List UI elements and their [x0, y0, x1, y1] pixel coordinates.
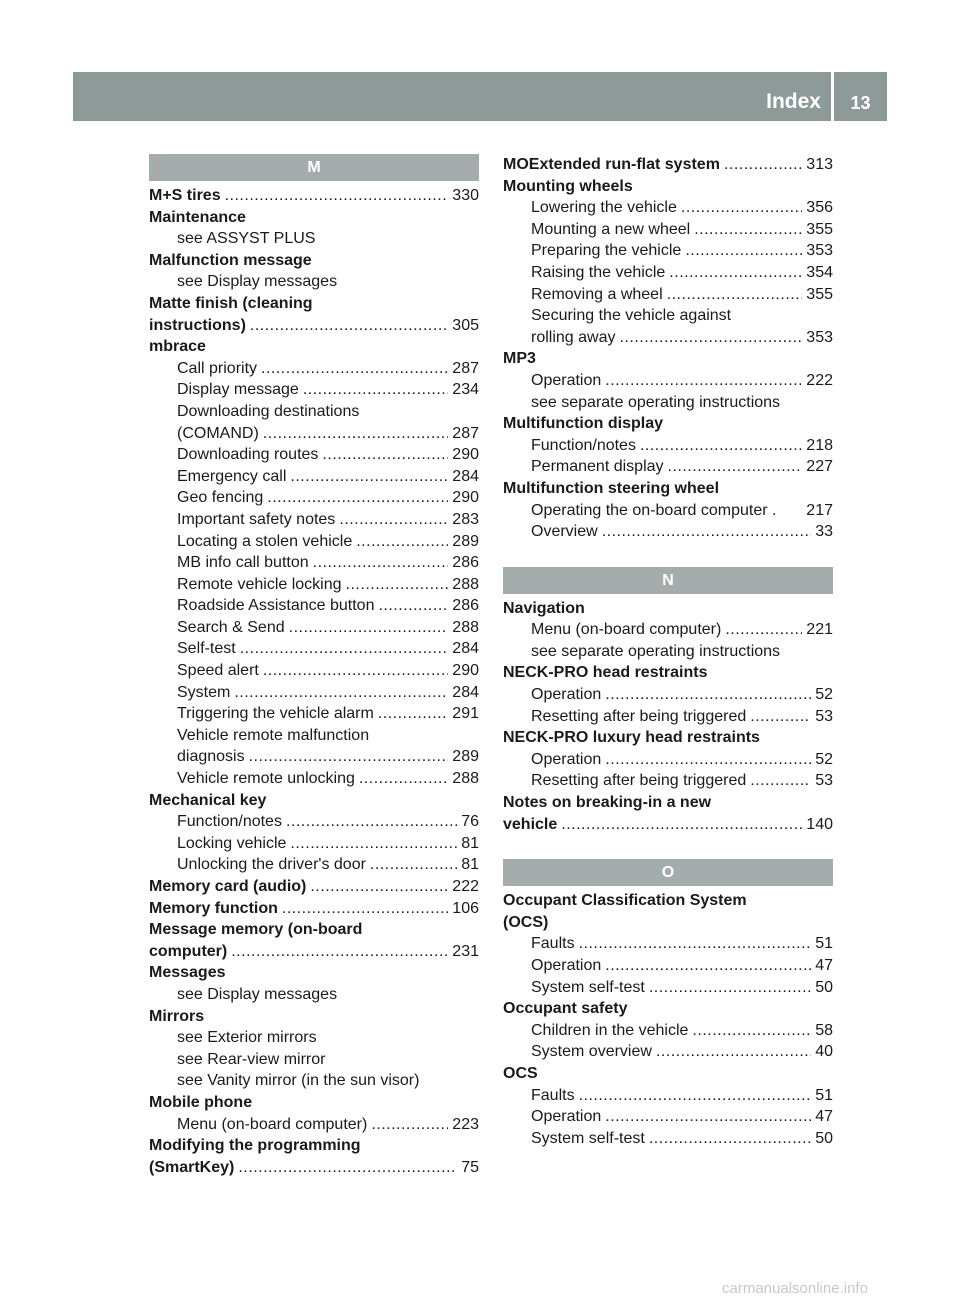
index-entry [503, 154, 833, 176]
entry-page-number: 283 [452, 510, 479, 528]
entry-label: Speed alert [177, 662, 259, 680]
dot-leader [250, 315, 448, 337]
index-subentry [149, 574, 479, 596]
index-subentry [149, 552, 479, 574]
dot-leader [289, 617, 449, 639]
dot-leader [346, 574, 449, 596]
dot-leader [282, 898, 448, 920]
entry-page-number: 353 [806, 328, 833, 346]
index-heading: OCS [503, 1064, 538, 1082]
index-subentry [149, 854, 479, 876]
index-entry [503, 814, 833, 836]
index-subentry [503, 933, 833, 955]
entry-page-number: 40 [815, 1043, 833, 1061]
entry-label: System self-test [531, 1129, 645, 1147]
entry-label: System self-test [531, 978, 645, 996]
entry-label: Geo fencing [177, 489, 264, 507]
entry-page-number: 75 [461, 1158, 479, 1176]
index-heading: Occupant Classification System [503, 892, 747, 910]
dot-leader [356, 531, 448, 553]
index-subentry [503, 370, 833, 392]
index-reference: see Display messages [177, 273, 338, 291]
entry-label: Operation [531, 750, 602, 768]
letter-heading: O [503, 859, 833, 886]
index-subentry [149, 509, 479, 531]
entry-label: Resetting after being triggered [531, 772, 747, 790]
index-subentry [503, 327, 833, 349]
watermark: carmanualsonline.info [722, 1280, 868, 1297]
entry-page-number: 330 [452, 187, 479, 204]
entry-label: (COMAND) [177, 424, 259, 442]
entry-label: System [177, 683, 231, 701]
index-reference: see separate operating instructions [531, 393, 781, 411]
letter-heading: M [149, 154, 479, 181]
index-heading: NECK-PRO luxury head restraints [503, 729, 760, 747]
entry-page-number: 289 [452, 748, 479, 766]
dot-leader [619, 327, 802, 349]
entry-page-number: 51 [815, 935, 833, 953]
entry-label: M+S tires [149, 187, 221, 204]
entry-label: computer) [149, 942, 228, 960]
entry-page-number: 290 [452, 662, 479, 680]
index-subentry [503, 977, 833, 999]
index-subentry [503, 684, 833, 706]
dot-leader [240, 638, 449, 660]
entry-label: Faults [531, 1086, 575, 1104]
dot-leader [605, 1106, 811, 1128]
index-subentry [503, 749, 833, 771]
dot-leader [725, 619, 802, 641]
index-heading: Modifying the programming [149, 1137, 361, 1155]
index-heading: Multifunction steering wheel [503, 479, 720, 497]
entry-page-number: 140 [806, 815, 833, 833]
entry-label: Overview [531, 523, 598, 541]
dot-leader [669, 262, 802, 284]
dot-leader [605, 684, 811, 706]
dot-leader [605, 749, 811, 771]
entry-page-number: 47 [815, 1108, 833, 1126]
entry-page-number: 288 [452, 618, 479, 636]
dot-leader [579, 1085, 812, 1107]
entry-label: Operation [531, 686, 602, 704]
page-number: 13 [850, 93, 871, 113]
entry-label: Triggering the vehicle alarm [177, 705, 374, 723]
entry-label: Self-test [177, 640, 236, 658]
index-subentry [149, 660, 479, 682]
index-heading: MP3 [503, 350, 536, 368]
index-subentry [149, 768, 479, 790]
dot-leader [371, 1114, 448, 1136]
index-subentry [149, 358, 479, 380]
entry-label: Memory function [149, 899, 278, 917]
index-entry [149, 1157, 479, 1179]
entry-page-number: 50 [815, 978, 833, 996]
dot-leader [685, 240, 802, 262]
entry-page-number: 81 [461, 856, 479, 874]
entry-label: Preparing the vehicle [531, 242, 682, 260]
entry-page-number: 287 [452, 359, 479, 377]
dot-leader [605, 370, 802, 392]
entry-page-number: 355 [806, 220, 833, 238]
index-subentry [503, 955, 833, 977]
dot-leader [724, 154, 802, 176]
index-subentry [149, 703, 479, 725]
dot-leader [339, 509, 448, 531]
index-subentry [149, 638, 479, 660]
dot-leader [359, 768, 448, 790]
index-heading: Navigation [503, 599, 585, 617]
dot-leader [750, 706, 811, 728]
index-heading: Matte finish (cleaning [149, 294, 313, 312]
index-subentry [149, 423, 479, 445]
entry-page-number: 290 [452, 446, 479, 464]
entry-label: Vehicle remote unlocking [177, 770, 355, 788]
entry-label: Memory card (audio) [149, 878, 307, 895]
dot-leader [579, 933, 812, 955]
entry-label: MB info call button [177, 554, 309, 572]
index-heading: Mobile phone [149, 1093, 253, 1111]
entry-label: Removing a wheel [531, 285, 663, 303]
index-heading: (OCS) [503, 913, 549, 931]
entry-page-number: 76 [461, 813, 479, 831]
dot-leader [290, 466, 448, 488]
entry-label: Important safety notes [177, 510, 336, 528]
dot-leader [681, 197, 802, 219]
entry-label: Children in the vehicle [531, 1021, 689, 1039]
dot-leader [378, 703, 448, 725]
index-entry [149, 185, 479, 207]
entry-label: (SmartKey) [149, 1158, 235, 1176]
dot-leader [668, 456, 803, 478]
entry-page-number: 52 [815, 686, 833, 704]
dot-leader [234, 682, 448, 704]
dot-leader [267, 487, 448, 509]
entry-page-number: 289 [452, 532, 479, 550]
index-reference: see Vanity mirror (in the sun visor) [177, 1072, 420, 1090]
entry-label: Resetting after being triggered [531, 707, 747, 725]
entry-page-number: 33 [815, 523, 833, 541]
dot-leader [303, 379, 448, 401]
index-subentry [503, 240, 833, 262]
entry-page-number: 290 [452, 489, 479, 507]
entry-page-number: 354 [806, 263, 833, 281]
index-heading: Messages [149, 964, 226, 982]
index-subentry [503, 521, 833, 543]
entry-page-number: 291 [452, 705, 479, 723]
dot-leader [290, 833, 457, 855]
entry-label: rolling away [531, 328, 616, 346]
entry-label: Operation [531, 371, 602, 389]
index-reference: see Rear-view mirror [177, 1050, 326, 1068]
header-bar [73, 72, 887, 121]
entry-page-number: 221 [806, 621, 833, 639]
entry-page-number: 234 [452, 381, 479, 399]
index-heading: mbrace [149, 338, 206, 356]
dot-leader [692, 1020, 811, 1042]
index-subentry [149, 811, 479, 833]
index-subentry [503, 706, 833, 728]
index-subentry [503, 435, 833, 457]
index-subentry [149, 682, 479, 704]
entry-page-number: 288 [452, 770, 479, 788]
entry-label: Mounting a new wheel [531, 220, 691, 238]
index-subentry [149, 466, 479, 488]
dot-leader [249, 746, 449, 768]
index-subentry [149, 444, 479, 466]
index-reference: see Exterior mirrors [177, 1029, 317, 1047]
entry-page-number: 284 [452, 467, 479, 485]
entry-label: Function/notes [177, 813, 282, 831]
index-heading: Multifunction display [503, 415, 663, 433]
index-subentry [149, 595, 479, 617]
entry-label: Roadside Assistance button [177, 597, 375, 615]
dot-leader [231, 941, 448, 963]
entry-page-number: 58 [815, 1021, 833, 1039]
dot-leader [261, 358, 448, 380]
entry-page-number: 305 [452, 316, 479, 334]
index-heading: Message memory (on-board [149, 921, 363, 939]
letter-heading: N [503, 567, 833, 594]
entry-page-number: 51 [815, 1086, 833, 1104]
entry-page-number: 53 [815, 772, 833, 790]
index-heading: Mounting wheels [503, 177, 633, 195]
index-subentry [149, 617, 479, 639]
index-subentry [503, 1020, 833, 1042]
entry-page-number: 222 [452, 878, 479, 895]
dot-leader [225, 185, 449, 207]
entry-label: MOExtended run-flat system [503, 156, 720, 173]
entry-page-number: 284 [452, 683, 479, 701]
index-subentry [149, 746, 479, 768]
dot-leader [656, 1041, 811, 1063]
index-column-right [503, 154, 833, 1149]
entry-label: Locating a stolen vehicle [177, 532, 353, 550]
index-subentry [149, 487, 479, 509]
entry-label: Faults [531, 935, 575, 953]
entry-label: Lowering the vehicle [531, 199, 677, 217]
dot-leader [694, 219, 802, 241]
index-subentry [503, 284, 833, 306]
dot-leader [310, 876, 448, 898]
entry-page-number: 223 [452, 1115, 479, 1133]
dot-leader [238, 1157, 457, 1179]
index-subentry [503, 219, 833, 241]
entry-page-number: 53 [815, 707, 833, 725]
index-reference: see ASSYST PLUS [177, 230, 316, 248]
entry-page-number: 231 [452, 942, 479, 960]
index-subentry [503, 197, 833, 219]
index-heading: Mechanical key [149, 791, 267, 809]
dot-leader [605, 955, 811, 977]
index-reference: Downloading destinations [177, 402, 360, 420]
entry-label: Remote vehicle locking [177, 575, 342, 593]
index-reference: see Display messages [177, 985, 338, 1003]
dot-leader [263, 660, 448, 682]
entry-label: Permanent display [531, 458, 664, 476]
entry-page-number: 81 [461, 834, 479, 852]
entry-label: Operation [531, 1108, 602, 1126]
index-subentry [503, 262, 833, 284]
index-entry [149, 898, 479, 920]
entry-label: Raising the vehicle [531, 263, 666, 281]
dot-leader [649, 1128, 811, 1150]
entry-label: diagnosis [177, 748, 245, 766]
entry-page-number: 218 [806, 436, 833, 454]
entry-page-number: 356 [806, 199, 833, 217]
entry-label: Search & Send [177, 618, 285, 636]
index-heading: Notes on breaking-in a new [503, 794, 712, 812]
entry-page-number: 355 [806, 285, 833, 303]
entry-page-number: 288 [452, 575, 479, 593]
dot-leader [286, 811, 457, 833]
dot-leader [313, 552, 449, 574]
entry-page-number: 286 [452, 597, 479, 615]
index-subentry [503, 500, 833, 522]
index-entry [149, 876, 479, 898]
entry-page-number: 286 [452, 554, 479, 572]
dot-leader [370, 854, 457, 876]
entry-page-number: 106 [452, 899, 479, 917]
index-subentry [149, 531, 479, 553]
entry-label: Display message [177, 381, 299, 399]
dot-leader [263, 423, 449, 445]
entry-page-number: 217 [806, 501, 833, 519]
index-column-left [149, 154, 479, 1178]
entry-page-number: 313 [806, 156, 833, 173]
index-subentry [503, 1106, 833, 1128]
entry-label: instructions) [149, 316, 246, 334]
entry-page-number: 222 [806, 371, 833, 389]
entry-label: Menu (on-board computer) [531, 621, 722, 639]
entry-page-number: 50 [815, 1129, 833, 1147]
entry-page-number: 353 [806, 242, 833, 260]
entry-label: Function/notes [531, 436, 636, 454]
index-subentry [149, 1114, 479, 1136]
index-subentry [503, 770, 833, 792]
entry-label: Menu (on-board computer) [177, 1115, 368, 1133]
entry-page-number: 287 [452, 424, 479, 442]
entry-label: Call priority [177, 359, 258, 377]
index-entry [149, 941, 479, 963]
index-subentry [149, 833, 479, 855]
index-reference: Vehicle remote malfunction [177, 726, 370, 744]
index-heading: Occupant safety [503, 1000, 628, 1018]
index-heading: Mirrors [149, 1007, 205, 1025]
entry-page-number: 227 [806, 458, 833, 476]
index-heading: Malfunction message [149, 251, 312, 269]
index-subentry [149, 379, 479, 401]
index-reference: see separate operating instructions [531, 642, 781, 660]
dot-leader [649, 977, 811, 999]
dot-leader [561, 814, 802, 836]
index-heading: Maintenance [149, 208, 246, 226]
dot-leader [322, 444, 448, 466]
index-subentry [503, 1085, 833, 1107]
entry-label: Operation [531, 957, 602, 974]
dot-leader [602, 521, 812, 543]
dot-leader [667, 284, 803, 306]
entry-label: Unlocking the driver's door [177, 856, 366, 874]
index-subentry [503, 1041, 833, 1063]
index-subentry [503, 619, 833, 641]
dot-leader [378, 595, 448, 617]
entry-label: Locking vehicle [177, 834, 287, 852]
index-subentry [503, 456, 833, 478]
index-subentry [503, 1128, 833, 1150]
entry-page-number: 284 [452, 640, 479, 658]
entry-page-number: 52 [815, 750, 833, 768]
index-heading: NECK-PRO head restraints [503, 664, 708, 682]
dot-leader [750, 770, 811, 792]
entry-label: Downloading routes [177, 446, 319, 464]
entry-label: Operating the on-board computer . [531, 501, 777, 519]
dot-leader [640, 435, 802, 457]
entry-label: Emergency call [177, 467, 287, 485]
entry-label: System overview [531, 1043, 652, 1061]
index-entry [149, 315, 479, 337]
entry-page-number: 47 [815, 957, 833, 974]
entry-label: vehicle [503, 815, 558, 833]
section-title: Index [766, 90, 821, 113]
index-reference: Securing the vehicle against [531, 307, 732, 325]
